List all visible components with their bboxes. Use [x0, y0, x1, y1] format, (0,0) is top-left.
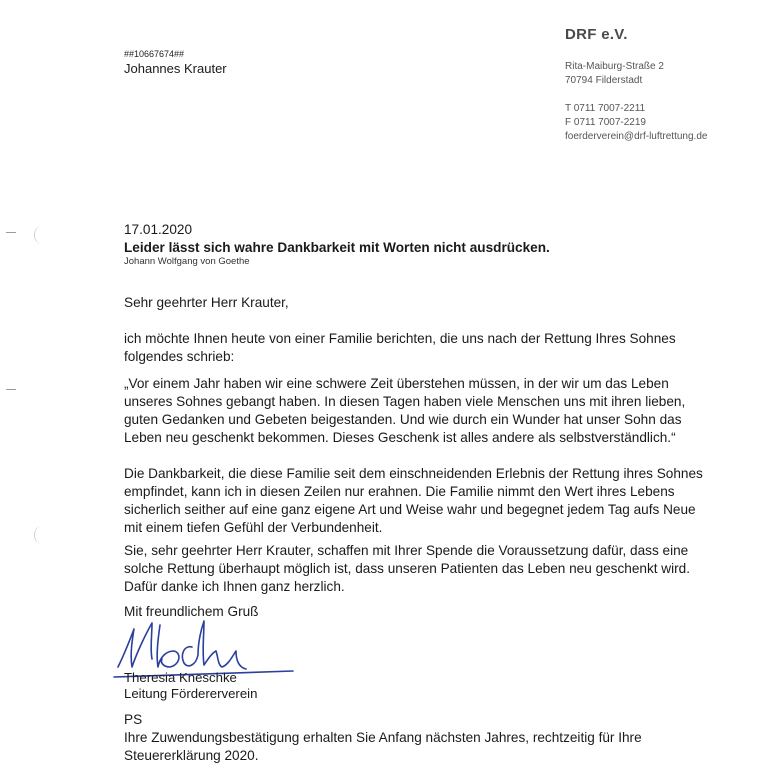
- paragraph: ich möchte Ihnen heute von einer Familie berichten, die uns nach der Rettung Ihres Sohnes folgendes schrieb:: [124, 331, 676, 364]
- fold-mark: [6, 232, 16, 233]
- sender-email: foerderverein@drf-luftrettung.de: [565, 131, 708, 142]
- punch-mark: [6, 389, 16, 390]
- punch-hole: [34, 226, 49, 244]
- signer-name: Theresia Kneschke: [124, 670, 237, 685]
- sender-street: Rita-Maiburg-Straße 2: [565, 61, 664, 72]
- signature-block: [124, 670, 257, 702]
- recipient-name: Johannes Krauter: [124, 61, 227, 76]
- paragraph: Die Dankbarkeit, die diese Familie seit dem einschneidenden Erlebnis der Rettung ihres Sohnes empfindet, kann ich in diesen Zeilen nur erahnen. Die Familie nimmt den Wert ihres Lebens sicherlich seither auf eine ganz eigene Art und Weise wahr und begegnet jedem Tag aufs Neue mit einem tiefen Gefühl der Verbundenheit.: [124, 466, 703, 535]
- letter-headline: Leider lässt sich wahre Dankbarkeit mit Worten nicht ausdrücken.: [124, 240, 550, 255]
- salutation: Sehr geehrter Herr Krauter,: [124, 295, 289, 310]
- sender-organization: DRF e.V.: [565, 26, 628, 43]
- paragraph: Sie, sehr geehrter Herr Krauter, schaffen mit Ihrer Spende die Voraussetzung dafür, dass eine solche Rettung überhaupt möglich ist, dass unseren Patienten das Leben neu geschenkt wird. Dafür danke ich Ihnen ganz herzlich.: [124, 543, 691, 594]
- ps-text: Ihre Zuwendungsbestätigung erhalten Sie Anfang nächsten Jahres, rechtzeitig für Ihre Steuererklärung 2020.: [124, 730, 642, 763]
- sender-fax: F 0711 7007-2219: [565, 117, 646, 128]
- signer-role: Leitung Fördererverein: [124, 686, 258, 701]
- quoted-paragraph: „Vor einem Jahr haben wir eine schwere Zeit überstehen müssen, in der wir um das Leben unseres Sohnes gebangt haben. In diesen Tagen haben viele Menschen uns mit ihren lieben, guten Gedanken und Gebeten beigestanden. Und wie durch ein Wunder hat unser Sohn das Leben neu geschenkt bekommen. Dieses Geschenk ist alles andere als selbstverständlich.“: [124, 376, 686, 445]
- punch-hole: [34, 526, 49, 544]
- sender-phone: T 0711 7007-2211: [565, 103, 646, 114]
- sender-city: 70794 Filderstadt: [565, 75, 643, 86]
- letter-date: 17.01.2020: [124, 222, 193, 237]
- recipient-reference: ##10667674##: [124, 49, 185, 59]
- quote-attribution: Johann Wolfgang von Goethe: [124, 256, 250, 267]
- ps-label: PS: [124, 712, 143, 727]
- closing: Mit freundlichem Gruß: [124, 604, 259, 619]
